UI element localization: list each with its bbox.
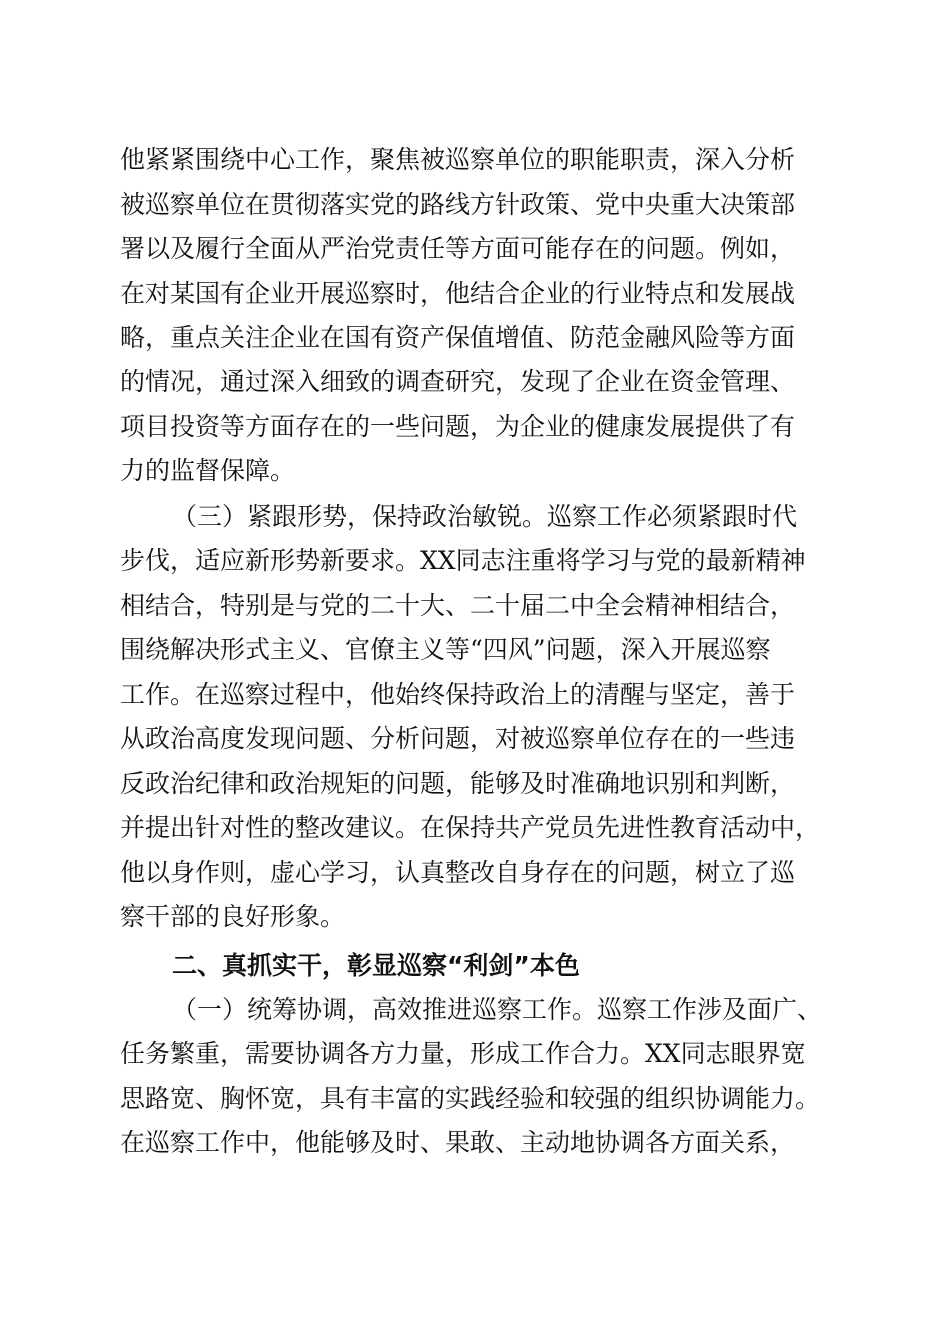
text-line: 署以及履行全面从严治党责任等方面可能存在的问题。例如， [120,234,796,263]
text-line: 思路宽、胸怀宽，具有丰富的实践经验和较强的组织协调能力。 [120,1084,821,1113]
subheading-line: （一）统筹协调，高效推进巡察工作。巡察工作涉及面广、 [172,995,823,1024]
text-line: 被巡察单位在贯彻落实党的路线方针政策、党中央重大决策部 [120,190,796,219]
text-line: 在对某国有企业开展巡察时，他结合企业的行业特点和发展战 [120,279,796,308]
text-line: 他以身作则，虚心学习，认真整改自身存在的问题，树立了巡 [120,858,796,887]
text-line: 步伐，适应新形势新要求。XX同志注重将学习与党的最新精神 [120,546,806,575]
text-line: 力的监督保障。 [120,456,296,485]
text-line: 反政治纪律和政治规矩的问题，能够及时准确地识别和判断， [120,769,796,798]
text-line: 工作。在巡察过程中，他始终保持政治上的清醒与坚定，善于 [120,680,796,709]
section-heading: 二、真抓实干，彰显巡察“利剑”本色 [172,951,580,980]
text-line: 围绕解决形式主义、官僚主义等“四风”问题，深入开展巡察 [120,635,771,664]
text-line: 相结合，特别是与党的二十大、二十届二中全会精神相结合， [120,591,796,620]
subheading-line: （三）紧跟形势，保持政治敏锐。巡察工作必须紧跟时代 [172,502,798,531]
text-line: 并提出针对性的整改建议。在保持共产党员先进性教育活动中， [120,813,821,842]
text-line: 他紧紧围绕中心工作，聚焦被巡察单位的职能职责，深入分析 [120,145,796,174]
text-line: 在巡察工作中，他能够及时、果敢、主动地协调各方面关系， [120,1128,796,1157]
text-line: 任务繁重，需要协调各方力量，形成工作合力。XX同志眼界宽 [120,1039,806,1068]
text-line: 略，重点关注企业在国有资产保值增值、防范金融风险等方面 [120,323,796,352]
text-line: 的情况，通过深入细致的调查研究，发现了企业在资金管理、 [120,367,796,396]
text-line: 察干部的良好形象。 [120,902,346,931]
text-line: 项目投资等方面存在的一些问题，为企业的健康发展提供了有 [120,412,796,441]
text-line: 从政治高度发现问题、分析问题，对被巡察单位存在的一些违 [120,724,796,753]
